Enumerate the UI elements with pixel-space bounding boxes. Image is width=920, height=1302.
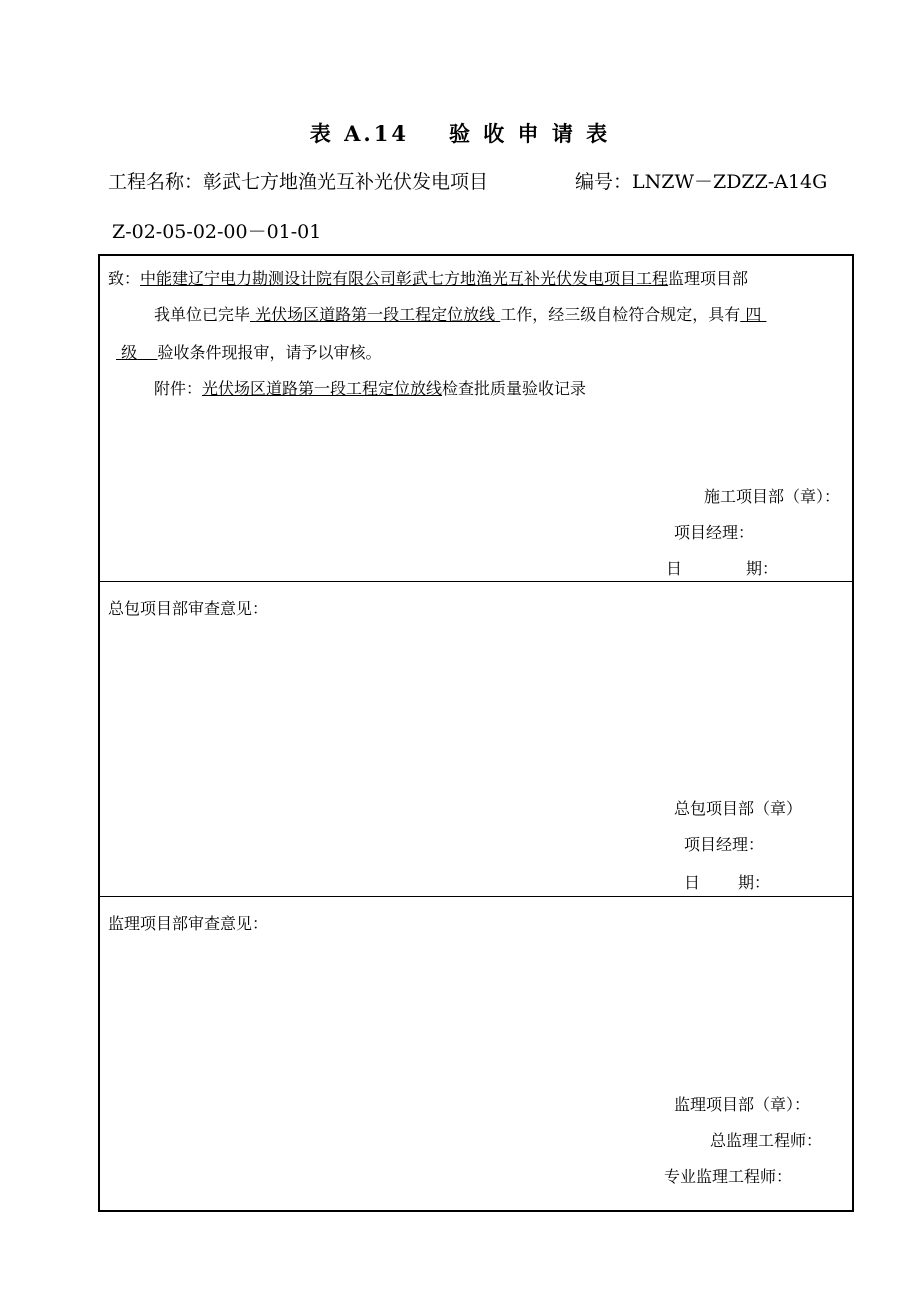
addressee-suffix: 监理项目部 — [668, 269, 749, 288]
attachment-item: 光伏场区道路第一段工程定位放线 — [202, 379, 443, 398]
addressee-org: 中能建辽宁电力勘测设计院有限公司彰武七方地渔光互补光伏发电项目工程 — [140, 269, 669, 288]
body-line-1 — [154, 302, 766, 325]
body-mid: 工作，经三级自检符合规定，具有 — [500, 305, 741, 324]
addressee-line — [108, 266, 748, 289]
code-continuation: Z-02-05-02-00－01-01 — [112, 221, 322, 243]
form-title — [0, 118, 920, 148]
acceptance-level-part2: 级 — [121, 343, 138, 362]
project-label: 工程名称： — [108, 171, 204, 193]
addressee-prefix: 致： — [108, 269, 141, 288]
supervision-dept-seal: 监理项目部（章）： — [674, 1095, 811, 1114]
attachment-line — [154, 376, 586, 399]
applicant-section — [100, 256, 852, 582]
body-line-2 — [116, 340, 381, 363]
specialist-supervising-engineer: 专业监理工程师： — [664, 1167, 793, 1186]
contractor-project-manager: 项目经理： — [684, 835, 765, 854]
form-name: 验 收 申 请 表 — [448, 121, 611, 146]
contractor-dept-seal: 总包项目部（章） — [674, 799, 803, 818]
project-info-line — [108, 167, 868, 194]
code-value-1: LNZW－ZDZZ-A14G — [632, 171, 828, 193]
code-label: 编号： — [575, 171, 633, 193]
acceptance-level-part1: 四 — [745, 305, 762, 324]
chief-supervising-engineer: 总监理工程师： — [710, 1131, 823, 1150]
supervision-review-heading: 监理项目部审查意见： — [108, 914, 269, 933]
construction-date-label: 日 期： — [666, 559, 779, 578]
construction-dept-seal: 施工项目部（章）： — [704, 487, 841, 506]
general-contractor-section — [100, 582, 852, 897]
work-item: 光伏场区道路第一段工程定位放线 — [255, 305, 496, 324]
project-name: 彰武七方地渔光互补光伏发电项目 — [203, 171, 489, 193]
application-form-table — [98, 254, 854, 1212]
construction-project-manager: 项目经理： — [674, 523, 755, 542]
body-prefix: 我单位已完毕 — [154, 305, 251, 324]
table-number: 表 A.14 — [309, 121, 409, 146]
attachment-prefix: 附件： — [154, 379, 203, 398]
supervision-section — [100, 897, 852, 1212]
body-suffix: 验收条件现报审，请予以审核。 — [157, 343, 382, 362]
contractor-date-label: 日 期： — [684, 873, 771, 892]
attachment-suffix: 检查批质量验收记录 — [442, 379, 587, 398]
contractor-review-heading: 总包项目部审查意见： — [108, 599, 269, 618]
form-code — [575, 167, 827, 194]
